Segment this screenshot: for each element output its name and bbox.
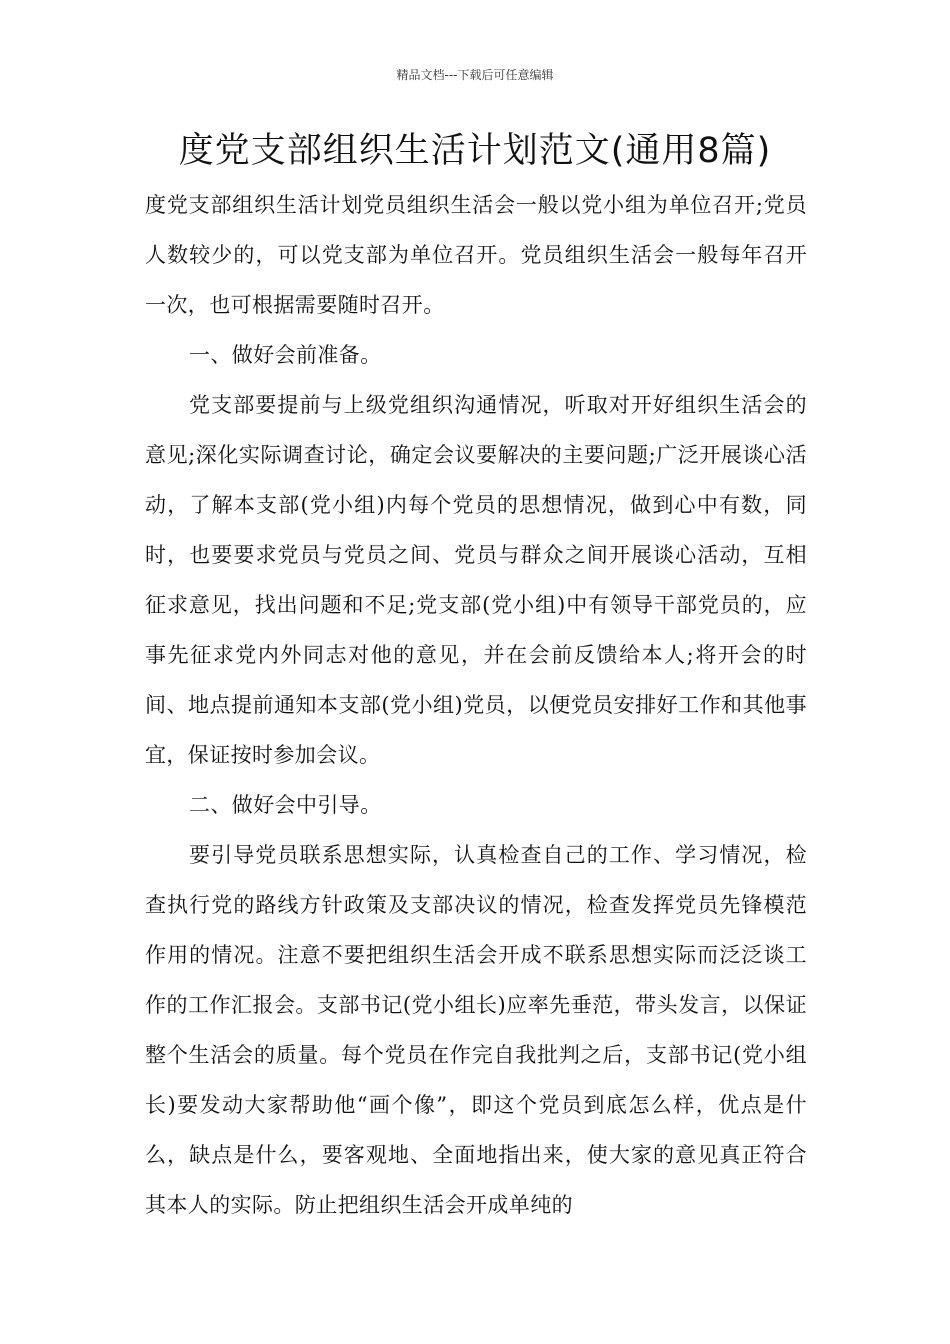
paragraph-intro: 度党支部组织生活计划党员组织生活会一般以党小组为单位召开;党员人数较少的，可以党支部为单位召开。党员组织生活会一般每年召开一次，也可根据需要随时召开。 <box>145 193 807 317</box>
section-heading-2: 二、做好会中引导。 <box>189 793 382 817</box>
paragraph-section-2: 要引导党员联系思想实际，认真检查自己的工作、学习情况，检查执行党的路线方针政策及支部决议的情况，检查发挥党员先锋模范作用的情况。注意不要把组织生活会开成不联系思想实际而泛泛谈工作的工作汇报会。支部书记(党小组长)应率先垂范，带头发言，以保证整个生活会的质量。每个党员在作完自我批判之后，支部书记(党小组长)要发动大家帮助他“画个像”，即这个党员到底怎么样，优点是什么，缺点是什么，要客观地、全面地指出来，使大家的意见真正符合其本人的实际。防止把组织生活会开成单纯的 <box>145 843 807 1217</box>
document-title: 度党支部组织生活计划范文(通用8篇) <box>178 131 772 171</box>
paragraph-section-1: 党支部要提前与上级党组织沟通情况，听取对开好组织生活会的意见;深化实际调查讨论，确定会议要解决的主要问题;广泛开展谈心活动，了解本支部(党小组)内每个党员的思想情况，做到心中有数，同时，也要要求党员与党员之间、党员与群众之间开展谈心活动，互相征求意见，找出问题和不足;党支部(党小组)中有领导干部党员的，应事先征求党内外同志对他的意见，并在会前反馈给本人;将开会的时间、地点提前通知本支部(党小组)党员，以便党员安排好工作和其他事宜，保证按时参加会议。 <box>145 393 807 767</box>
document-body <box>145 180 807 1230</box>
header-note: 精品文档---下载后可任意编辑 <box>396 68 554 82</box>
section-heading-1: 一、做好会前准备。 <box>189 343 382 367</box>
